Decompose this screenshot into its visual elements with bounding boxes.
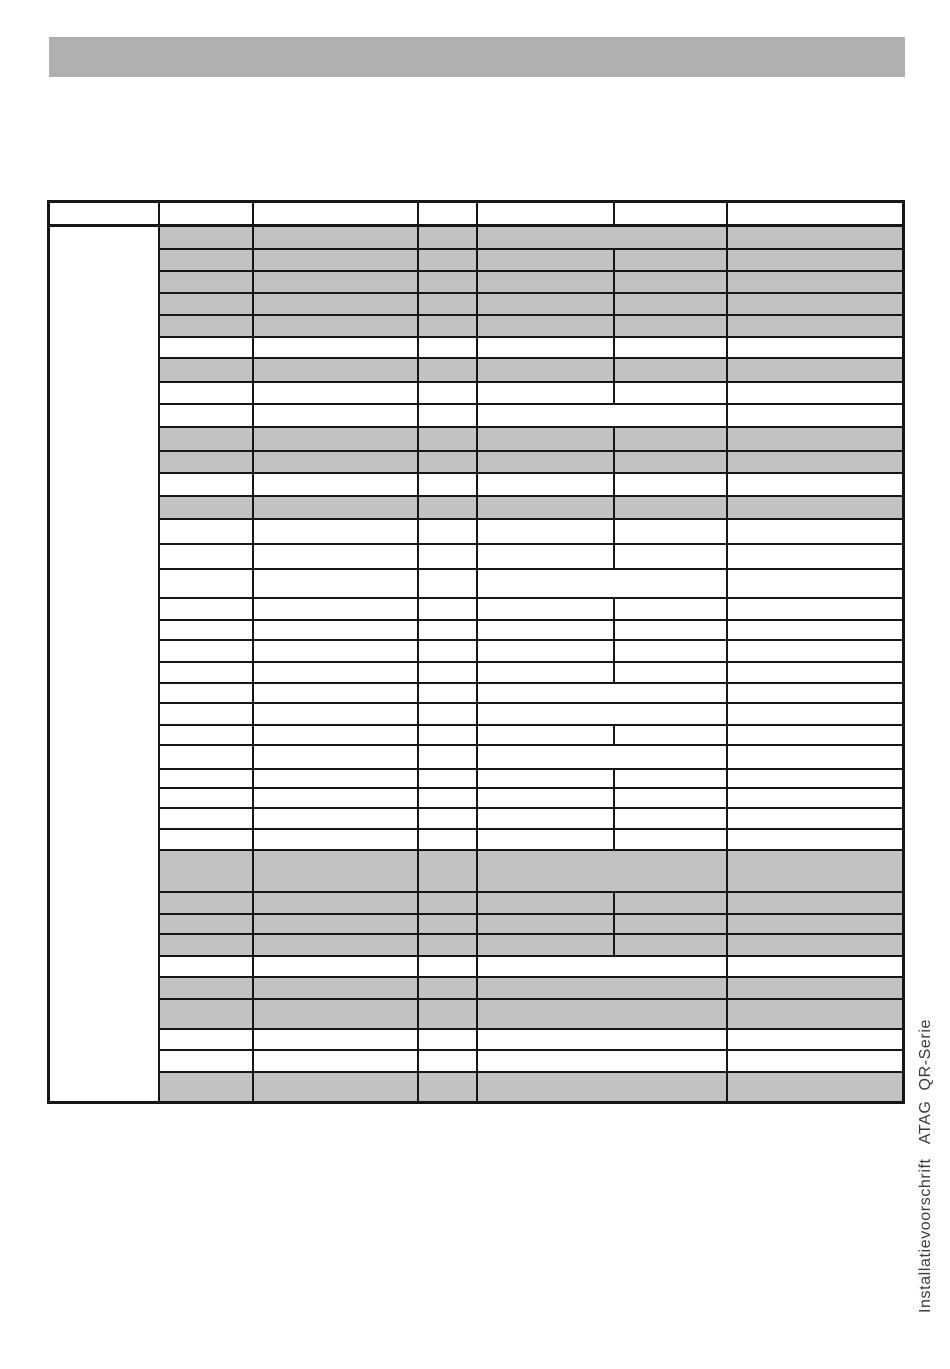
table-cell <box>160 893 254 913</box>
table-cell <box>615 359 728 381</box>
table-cell <box>254 830 419 849</box>
table-cell <box>478 520 615 543</box>
table-header-cell <box>615 203 728 224</box>
table-cell <box>254 726 419 744</box>
table-cell <box>160 227 254 248</box>
table-cell <box>615 893 728 913</box>
title-bar <box>49 37 905 77</box>
table-row <box>160 726 902 746</box>
table-cell <box>254 383 419 403</box>
table-cell <box>254 474 419 495</box>
table-cell <box>615 497 728 518</box>
table-body <box>50 227 902 1101</box>
table-row <box>160 935 902 957</box>
table-cell <box>728 545 902 568</box>
table-cell <box>615 770 728 787</box>
table-cell <box>160 452 254 472</box>
table-cell <box>254 704 419 724</box>
table-cell <box>615 428 728 450</box>
table-header-cell <box>419 203 478 224</box>
table-cell <box>160 474 254 495</box>
table-cell <box>615 383 728 403</box>
table-cell <box>615 935 728 955</box>
table-cell <box>615 809 728 828</box>
table-cell <box>728 789 902 807</box>
table-cell <box>478 809 615 828</box>
table-cell <box>419 621 478 639</box>
table-row <box>160 383 902 405</box>
table-cell <box>254 227 419 248</box>
table-cell <box>478 726 615 744</box>
table-cell <box>478 428 615 450</box>
table-cell <box>419 851 478 891</box>
table-row <box>160 338 902 359</box>
table-header-cell <box>160 203 254 224</box>
table-cell <box>478 405 728 426</box>
table-cell <box>419 684 478 702</box>
table-cell <box>728 1030 902 1049</box>
table-cell <box>254 570 419 597</box>
table-cell <box>478 452 615 472</box>
table-cell <box>254 294 419 314</box>
table-cell <box>478 770 615 787</box>
table-row <box>160 250 902 272</box>
table-cell <box>615 338 728 357</box>
table-cell <box>615 520 728 543</box>
table-row <box>160 452 902 474</box>
table-cell <box>419 570 478 597</box>
table-cell <box>254 789 419 807</box>
table-cell <box>615 545 728 568</box>
table-cell <box>728 893 902 913</box>
table-cell <box>160 497 254 518</box>
table-cell <box>478 1073 728 1101</box>
table-row <box>160 746 902 770</box>
table-cell <box>254 316 419 336</box>
table-row <box>160 851 902 893</box>
table-cell <box>478 789 615 807</box>
table-row <box>160 227 902 250</box>
table-cell <box>728 428 902 450</box>
table-row <box>160 316 902 338</box>
table-cell <box>615 830 728 849</box>
table-cell <box>419 1073 478 1101</box>
table-cell <box>419 599 478 619</box>
table-cell <box>160 641 254 661</box>
table-cell <box>254 746 419 768</box>
table-cell <box>615 474 728 495</box>
table-cell <box>478 570 728 597</box>
table-body-rows <box>160 227 902 1101</box>
table-cell <box>728 809 902 828</box>
table-cell <box>728 641 902 661</box>
table-cell <box>254 770 419 787</box>
table-cell <box>160 726 254 744</box>
table-cell <box>254 641 419 661</box>
table-cell <box>478 250 615 270</box>
table-cell <box>728 383 902 403</box>
table-cell <box>478 830 615 849</box>
table-cell <box>254 809 419 828</box>
table-cell <box>254 452 419 472</box>
table-cell <box>728 497 902 518</box>
table-cell <box>478 545 615 568</box>
table-cell <box>160 830 254 849</box>
table-cell <box>615 272 728 292</box>
table-cell <box>615 452 728 472</box>
table-row <box>160 428 902 452</box>
table-cell <box>728 359 902 381</box>
table-cell <box>478 474 615 495</box>
table-row <box>160 957 902 978</box>
table-row <box>160 359 902 383</box>
table-cell <box>254 684 419 702</box>
table-row <box>160 570 902 599</box>
table-cell <box>615 915 728 933</box>
table-header-cell <box>50 203 160 224</box>
table-row <box>160 915 902 935</box>
table-cell <box>160 684 254 702</box>
table-cell <box>728 770 902 787</box>
table-cell <box>160 746 254 768</box>
table-cell <box>160 405 254 426</box>
table-row <box>160 1030 902 1051</box>
table-cell <box>419 957 478 976</box>
table-cell <box>419 359 478 381</box>
table-row <box>160 1000 902 1030</box>
table-row <box>160 520 902 545</box>
table-row <box>160 1073 902 1101</box>
table-cell <box>728 663 902 682</box>
table-cell <box>254 663 419 682</box>
table-cell <box>728 250 902 270</box>
table-cell <box>254 359 419 381</box>
table-cell <box>160 1030 254 1049</box>
table-row <box>160 978 902 1000</box>
table-cell <box>615 726 728 744</box>
table-cell <box>478 746 728 768</box>
page-footer-vertical-text: Installatievoorschrift ATAG QR-Serie <box>917 1018 934 1313</box>
table-header-cell <box>728 203 902 224</box>
table-cell <box>254 250 419 270</box>
table-cell <box>254 893 419 913</box>
table-row <box>160 893 902 915</box>
table-cell <box>728 704 902 724</box>
table-cell <box>728 957 902 976</box>
table-cell <box>419 316 478 336</box>
table-cell <box>254 405 419 426</box>
table-cell <box>728 452 902 472</box>
table-cell <box>254 1000 419 1028</box>
table-cell <box>615 294 728 314</box>
table-cell <box>728 405 902 426</box>
table-header-cell <box>254 203 419 224</box>
table-cell <box>615 641 728 661</box>
table-cell <box>728 294 902 314</box>
table-cell <box>419 272 478 292</box>
table-row <box>160 641 902 663</box>
table-cell <box>254 915 419 933</box>
table-cell <box>478 978 728 998</box>
table-cell <box>728 474 902 495</box>
table-cell <box>419 338 478 357</box>
table-cell <box>478 227 728 248</box>
table-cell <box>160 621 254 639</box>
table-cell <box>419 641 478 661</box>
table-side-column-cell <box>50 227 160 1101</box>
table-cell <box>419 830 478 849</box>
table-cell <box>419 789 478 807</box>
table-cell <box>728 621 902 639</box>
table-cell <box>419 935 478 955</box>
table-cell <box>478 599 615 619</box>
table-cell <box>728 746 902 768</box>
table-cell <box>728 338 902 357</box>
table-cell <box>728 570 902 597</box>
table-cell <box>160 545 254 568</box>
table-cell <box>419 978 478 998</box>
table-cell <box>478 294 615 314</box>
table-cell <box>254 272 419 292</box>
table-cell <box>419 915 478 933</box>
table-cell <box>419 893 478 913</box>
table-cell <box>615 250 728 270</box>
table-cell <box>160 428 254 450</box>
table-cell <box>419 405 478 426</box>
table-row <box>160 405 902 428</box>
table-cell <box>419 746 478 768</box>
table-cell <box>419 227 478 248</box>
table-cell <box>254 851 419 891</box>
table-cell <box>478 497 615 518</box>
table-cell <box>419 383 478 403</box>
table-cell <box>615 789 728 807</box>
table-cell <box>254 957 419 976</box>
table-cell <box>160 383 254 403</box>
table-cell <box>160 359 254 381</box>
table-cell <box>728 316 902 336</box>
table-cell <box>478 338 615 357</box>
table-cell <box>160 250 254 270</box>
table-cell <box>160 809 254 828</box>
data-table <box>47 200 905 1104</box>
table-row <box>160 294 902 316</box>
table-cell <box>160 316 254 336</box>
table-cell <box>419 704 478 724</box>
table-cell <box>160 851 254 891</box>
table-row <box>160 621 902 641</box>
table-cell <box>160 978 254 998</box>
table-cell <box>419 663 478 682</box>
table-cell <box>160 294 254 314</box>
table-cell <box>478 1030 728 1049</box>
table-row <box>160 599 902 621</box>
table-cell <box>419 770 478 787</box>
table-cell <box>254 1051 419 1071</box>
table-cell <box>728 1000 902 1028</box>
table-row <box>160 684 902 704</box>
table-cell <box>728 915 902 933</box>
table-cell <box>160 272 254 292</box>
table-cell <box>728 978 902 998</box>
table-cell <box>160 338 254 357</box>
table-cell <box>478 684 728 702</box>
table-row <box>160 545 902 570</box>
table-row <box>160 1051 902 1073</box>
table-cell <box>160 789 254 807</box>
table-cell <box>160 1073 254 1101</box>
table-cell <box>254 1073 419 1101</box>
table-cell <box>478 316 615 336</box>
table-cell <box>160 1051 254 1071</box>
table-cell <box>478 915 615 933</box>
table-cell <box>478 935 615 955</box>
table-cell <box>254 520 419 543</box>
table-cell <box>254 497 419 518</box>
table-cell <box>728 935 902 955</box>
table-cell <box>478 957 728 976</box>
table-cell <box>478 704 728 724</box>
table-cell <box>478 1051 728 1071</box>
table-cell <box>419 497 478 518</box>
table-cell <box>254 599 419 619</box>
table-cell <box>478 663 615 682</box>
table-cell <box>478 359 615 381</box>
table-cell <box>160 570 254 597</box>
table-cell <box>254 1030 419 1049</box>
table-cell <box>254 621 419 639</box>
table-cell <box>419 1051 478 1071</box>
table-row <box>160 272 902 294</box>
table-cell <box>478 1000 728 1028</box>
table-cell <box>160 957 254 976</box>
table-cell <box>478 893 615 913</box>
table-row <box>160 789 902 809</box>
table-cell <box>478 621 615 639</box>
table-cell <box>419 294 478 314</box>
table-cell <box>728 684 902 702</box>
table-cell <box>615 599 728 619</box>
table-cell <box>728 726 902 744</box>
table-cell <box>419 1000 478 1028</box>
table-cell <box>728 520 902 543</box>
table-cell <box>728 1073 902 1101</box>
table-row <box>160 663 902 684</box>
table-cell <box>419 452 478 472</box>
table-cell <box>160 915 254 933</box>
table-header-cell <box>478 203 615 224</box>
table-cell <box>419 809 478 828</box>
table-cell <box>615 621 728 639</box>
table-cell <box>160 935 254 955</box>
table-row <box>160 770 902 789</box>
table-cell <box>419 520 478 543</box>
table-cell <box>419 1030 478 1049</box>
table-row <box>160 474 902 497</box>
table-cell <box>728 227 902 248</box>
table-cell <box>419 250 478 270</box>
table-cell <box>160 663 254 682</box>
table-row <box>160 809 902 830</box>
table-cell <box>615 663 728 682</box>
table-cell <box>419 474 478 495</box>
table-row <box>160 704 902 726</box>
table-cell <box>160 704 254 724</box>
table-header-row <box>50 203 902 227</box>
table-cell <box>160 599 254 619</box>
table-cell <box>478 851 728 891</box>
table-cell <box>728 851 902 891</box>
table-cell <box>254 935 419 955</box>
table-cell <box>254 545 419 568</box>
table-cell <box>254 338 419 357</box>
table-cell <box>254 428 419 450</box>
table-cell <box>160 1000 254 1028</box>
table-cell <box>478 383 615 403</box>
table-cell <box>160 520 254 543</box>
table-cell <box>419 726 478 744</box>
table-cell <box>478 641 615 661</box>
table-cell <box>728 272 902 292</box>
table-cell <box>254 978 419 998</box>
table-cell <box>728 599 902 619</box>
table-cell <box>728 830 902 849</box>
table-cell <box>419 545 478 568</box>
table-row <box>160 830 902 851</box>
table-row <box>160 497 902 520</box>
table-cell <box>615 316 728 336</box>
table-cell <box>419 428 478 450</box>
table-cell <box>160 770 254 787</box>
table-cell <box>728 1051 902 1071</box>
table-cell <box>478 272 615 292</box>
